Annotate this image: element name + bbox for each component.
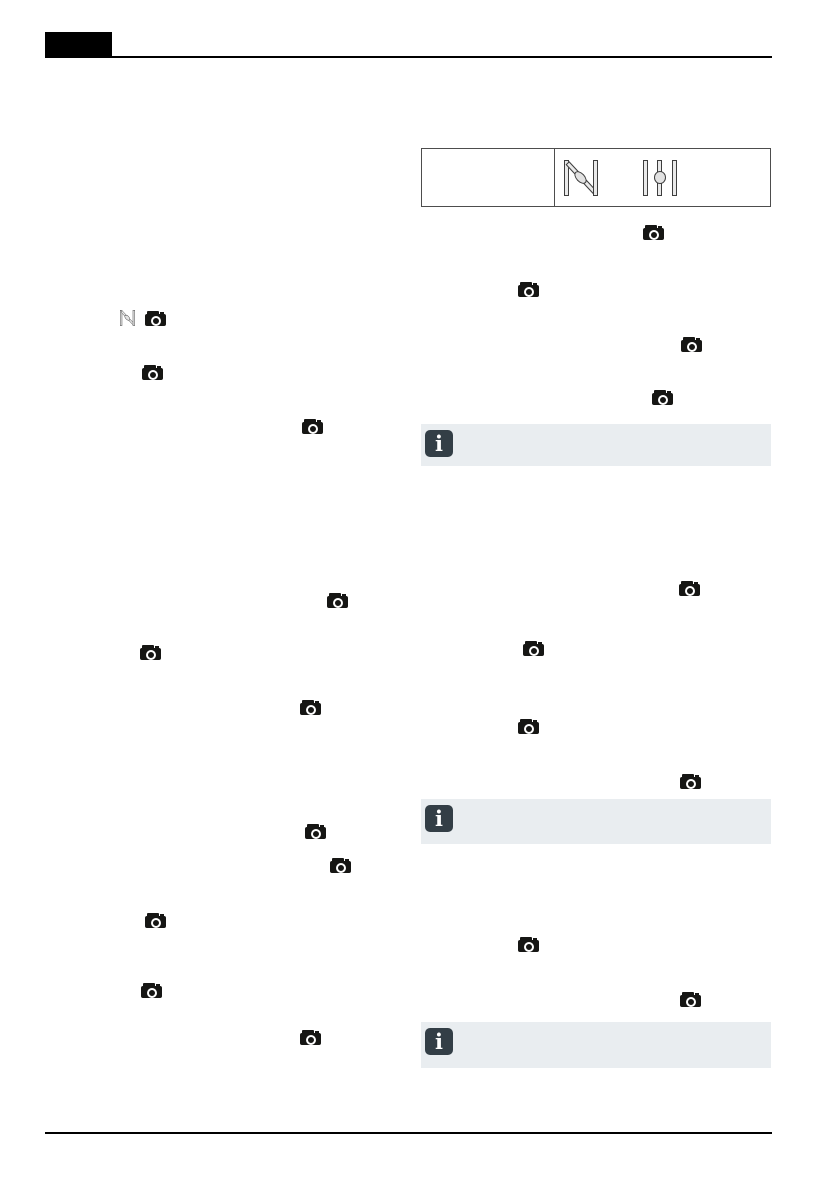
shutoff-valve-closed-inline-icon [120, 310, 136, 327]
camera-icon [142, 365, 163, 380]
camera-icon [327, 593, 348, 608]
camera-icon [300, 1030, 321, 1045]
camera-icon [300, 700, 321, 715]
camera-icon [141, 983, 162, 998]
camera-icon [681, 337, 702, 352]
footer-rule [45, 1132, 772, 1134]
camera-icon [680, 992, 701, 1007]
camera-icon [652, 390, 673, 405]
page-number-tab [45, 32, 112, 58]
info-note-box [421, 1022, 771, 1068]
camera-icon [523, 641, 544, 656]
camera-icon [145, 913, 166, 928]
camera-icon [140, 645, 161, 660]
valve-position-table [421, 148, 771, 207]
info-icon: i [425, 805, 453, 832]
table-cell-symbols [555, 149, 770, 206]
camera-icon [518, 937, 539, 952]
info-note-box [421, 799, 771, 844]
shutoff-valve-closed-icon [564, 160, 598, 196]
shutoff-valve-open-icon [643, 160, 677, 196]
camera-icon [518, 282, 539, 297]
info-icon: i [425, 1028, 453, 1055]
info-icon: i [425, 430, 453, 457]
camera-icon [518, 719, 539, 734]
camera-icon [305, 824, 326, 839]
table-cell-empty [422, 149, 555, 206]
header-rule [45, 56, 772, 58]
camera-icon [330, 858, 351, 873]
camera-icon [302, 419, 323, 434]
camera-icon [643, 225, 664, 240]
camera-icon [145, 311, 166, 326]
info-note-box [421, 424, 771, 466]
camera-icon [679, 581, 700, 596]
camera-icon [680, 774, 701, 789]
